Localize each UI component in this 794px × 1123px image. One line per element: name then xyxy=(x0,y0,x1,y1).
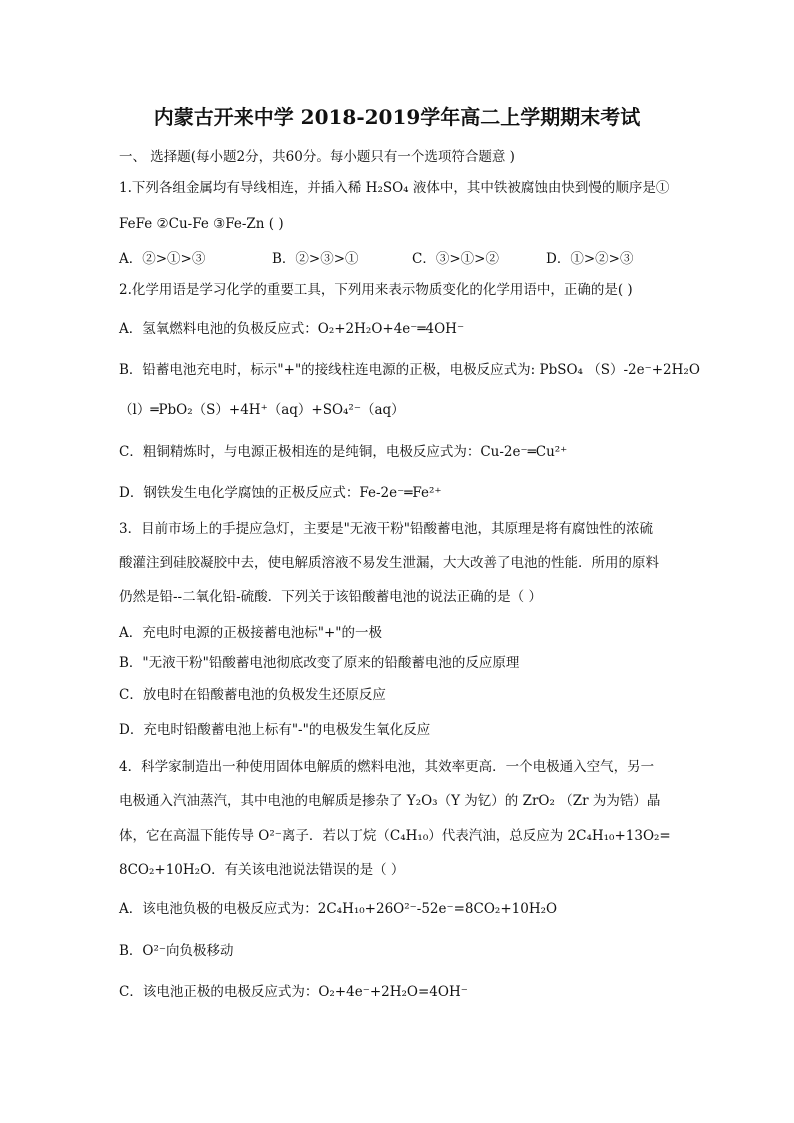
q4-stem-line3: 体，它在高温下能传导 O²⁻离子．若以丁烷（C₄H₁₀）代表汽油，总反应为 2C₄H₁₀+13O₂= xyxy=(119,828,671,844)
q4-stem-line4: 8CO₂+10H₂O．有关该电池说法错误的是（ ） xyxy=(119,862,405,878)
q3-option-c: C．放电时在铅酸蓄电池的负极发生还原反应 xyxy=(119,687,386,703)
q4-stem-line1: 4．科学家制造出一种使用固体电解质的燃料电池，其效率更高．一个电极通入空气，另一 xyxy=(119,759,655,775)
q2-option-a: A．氢氧燃料电池的负极反应式：O₂+2H₂O+4e⁻═4OH⁻ xyxy=(119,321,465,337)
q3-stem-line3: 仍然是铅--二氧化铅-硫酸．下列关于该铅酸蓄电池的说法正确的是（ ） xyxy=(119,589,542,605)
q2-option-b-line1: B．铅蓄电池充电时，标示"+"的接线柱连电源的正极，电极反应式为: PbSO₄ （S）-2e⁻+2H₂O xyxy=(119,362,700,378)
q3-option-b: B．"无液干粉"铅酸蓄电池彻底改变了原来的铅酸蓄电池的反应原理 xyxy=(119,655,520,671)
q3-option-a: A．充电时电源的正极接蓄电池标"+"的一极 xyxy=(119,625,382,641)
q1-stem-line1: 1.下列各组金属均有导线相连，并插入稀 H₂SO₄ 液体中，其中铁被腐蚀由快到慢的顺序是① xyxy=(119,180,670,196)
q4-option-b: B．O²⁻向负极移动 xyxy=(119,943,234,959)
q3-stem-line1: 3．目前市场上的手提应急灯，主要是"无液干粉"铅酸蓄电池，其原理是将有腐蚀性的浓硫 xyxy=(119,521,654,537)
q3-stem-line2: 酸灌注到硅胶凝胶中去，使电解质溶液不易发生泄漏，大大改善了电池的性能．所用的原料 xyxy=(119,555,659,571)
q1-option-b: B．②>③>① xyxy=(272,251,359,267)
q2-stem: 2.化学用语是学习化学的重要工具，下列用来表示物质变化的化学用语中，正确的是( ) xyxy=(119,282,633,298)
q4-option-a: A．该电池负极的电极反应式为：2C₄H₁₀+26O²⁻-52e⁻=8CO₂+10H₂O xyxy=(119,901,558,917)
q2-option-c: C．粗铜精炼时，与电源正极相连的是纯铜，电极反应式为：Cu-2e⁻═Cu²⁺ xyxy=(119,444,568,460)
q1-stem-line2: FeFe ②Cu-Fe ③Fe-Zn ( ) xyxy=(119,216,284,232)
q3-option-d: D．充电时铅酸蓄电池上标有"-"的电极发生氧化反应 xyxy=(119,722,431,738)
q1-option-a: A．②>①>③ xyxy=(119,251,206,267)
q2-option-d: D．钢铁发生电化学腐蚀的正极反应式：Fe-2e⁻═Fe²⁺ xyxy=(119,485,442,501)
q4-option-c: C．该电池正极的电极反应式为：O₂+4e⁻+2H₂O=4OH⁻ xyxy=(119,984,468,1000)
q1-option-c: C．③>①>② xyxy=(412,251,499,267)
page-title: 内蒙古开来中学 2018-2019学年高二上学期期末考试 xyxy=(153,105,641,129)
q1-option-d: D．①>②>③ xyxy=(546,251,634,267)
section-heading: 一、 选择题(每小题2分，共60分。每小题只有一个选项符合题意 ) xyxy=(119,149,515,165)
q2-option-b-line2: （l）═PbO₂（S）+4H⁺（aq）+SO₄²⁻（aq） xyxy=(119,402,405,418)
q4-stem-line2: 电极通入汽油蒸汽，其中电池的电解质是掺杂了 Y₂O₃（Y 为钇）的 ZrO₂ （Zr 为为锆）晶 xyxy=(119,793,661,809)
